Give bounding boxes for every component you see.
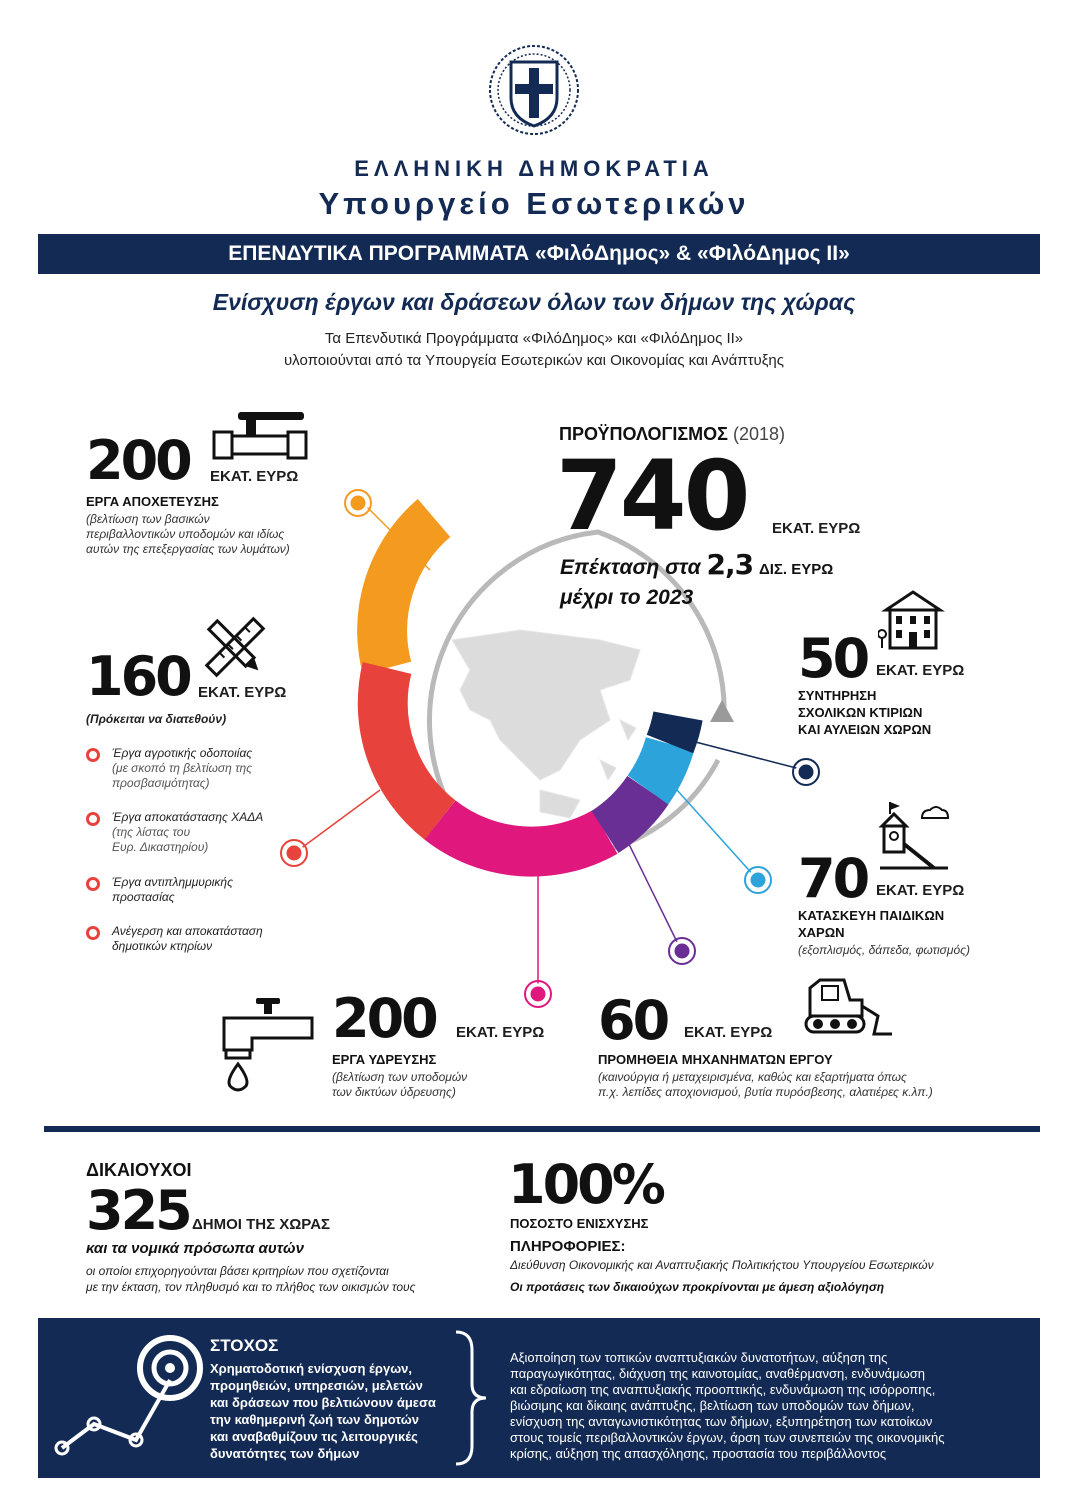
misc-item-2-title: Έργα αποκατάστασης ΧΑΔΑ	[112, 810, 264, 824]
playgrounds-line-1: ΚΑΤΑΣΚΕΥΗ ΠΑΙΔΙΚΩΝ	[798, 908, 945, 923]
programs-banner	[38, 234, 1040, 274]
greek-emblem	[487, 40, 581, 140]
machinery-unit: ΕΚΑΤ. ΕΥΡΩ	[684, 1024, 773, 1041]
misc-item-2-sub2: Ευρ. Δικαστηρίου)	[112, 840, 209, 854]
water-desc-1: (βελτίωση των υποδομών	[332, 1070, 468, 1084]
benefits-line-2: παραγωγικότητας, διάχυση της καινοτομίας, αναθέρμανση, ενδυνάμωση	[510, 1366, 925, 1381]
beneficiaries-desc-1: οι οποίοι επιχορηγούνται βάσει κριτηρίων που σχετίζονται	[86, 1264, 389, 1278]
benefits-line-7: κρίσης, αύξηση της απασχόλησης, προστασία του περιβάλλοντος	[510, 1446, 887, 1461]
sewage-amount: 200	[86, 429, 190, 492]
extension-amount: 2,3	[706, 548, 754, 581]
goal-benefits-text	[510, 1350, 945, 1462]
ring-segment-orange	[382, 518, 434, 668]
water-unit: ΕΚΑΤ. ΕΥΡΩ	[456, 1024, 545, 1041]
goal-line-2: προμηθειών, υπηρεσιών, μελετών	[210, 1378, 423, 1393]
schools-line-2: ΣΧΟΛΙΚΩΝ ΚΤΙΡΙΩΝ	[798, 705, 923, 720]
misc-item-2	[112, 810, 263, 855]
bullet-dot-4	[86, 926, 100, 940]
schools-unit: ΕΚΑΤ. ΕΥΡΩ	[876, 662, 965, 679]
beneficiaries-unit: ΔΗΜΟΙ ΤΗΣ ΧΩΡΑΣ	[192, 1216, 331, 1233]
connector-dot-magenta	[529, 985, 547, 1003]
support-percentage: 100%	[508, 1153, 663, 1216]
misc-note: (Πρόκειται να διατεθούν)	[86, 712, 227, 726]
extension-unit: ΔΙΣ. ΕΥΡΩ	[758, 561, 834, 578]
playground-icon	[878, 798, 950, 877]
sewage-title: ΕΡΓΑ ΑΠΟΧΕΤΕΥΣΗΣ	[86, 494, 219, 509]
playgrounds-line-2: ΧΑΡΩΝ	[798, 925, 845, 940]
sewage-unit: ΕΚΑΤ. ΕΥΡΩ	[210, 468, 299, 485]
misc-item-1	[112, 746, 252, 791]
benefits-line-5: ενίσχυση της ανταγωνιστικότητας των δήμων, εξυπηρέτηση των κατοίκων	[510, 1414, 933, 1429]
intro-line-1: Τα Επενδυτικά Προγράμματα «ΦιλόΔημος» και «ΦιλόΔημος ΙΙ»	[324, 330, 744, 347]
bullet-dot-3	[86, 877, 100, 891]
schools-line-1: ΣΥΝΤΗΡΗΣΗ	[798, 688, 877, 703]
misc-item-1-title: Έργα αγροτικής οδοποιίας	[112, 746, 253, 760]
misc-item-4-sub1: δημοτικών κτηρίων	[112, 939, 213, 953]
water-tap-icon	[216, 994, 320, 1099]
budget-year: (2018)	[733, 424, 786, 444]
ministry-title: Υπουργείο Εσωτερικών	[318, 186, 750, 221]
goal-line-6: δυνατότητες των δήμων	[210, 1446, 360, 1461]
misc-item-4	[112, 924, 263, 954]
goal-line-5: και αναβαθμίζουν τις λειτουργικές	[210, 1429, 418, 1444]
misc-unit: ΕΚΑΤ. ΕΥΡΩ	[198, 684, 287, 701]
curly-brace-icon	[450, 1328, 490, 1468]
misc-item-3	[112, 875, 233, 905]
beneficiaries-sub: και τα νομικά πρόσωπα αυτών	[86, 1240, 304, 1257]
bulldozer-icon	[800, 976, 894, 1045]
budget-amount: 740	[556, 440, 748, 552]
connector-dot-orange	[349, 494, 367, 512]
machinery-desc-2: π.χ. λεπίδες αποχιονισμού, βυτία πυρόσβεσης, αλατιέρες κ.λπ.)	[598, 1085, 933, 1099]
machinery-desc-1: (καινούργια ή μεταχειρισμένα, καθώς και εξαρτήματα όπως	[598, 1070, 907, 1084]
connector-dot-red	[285, 844, 303, 862]
benefits-line-4: βιώσιμης και δίκαιης ανάπτυξης, βελτίωση των υποδομών των δήμων,	[510, 1398, 915, 1413]
budget-unit: ΕΚΑΤ. ΕΥΡΩ	[772, 520, 861, 537]
bullet-dot-2	[86, 812, 100, 826]
ring-segment-lightblue	[648, 744, 670, 790]
bullet-dot-1	[86, 748, 100, 762]
greece-map-icon	[452, 630, 640, 818]
intro-line-2: υλοποιούνται από τα Υπουργεία Εσωτερικών και Οικονομίας και Ανάπτυξης	[283, 352, 785, 369]
misc-item-1-sub1: (με σκοπό τη βελτίωση της	[112, 761, 253, 775]
machinery-title: ΠΡΟΜΗΘΕΙΑ ΜΗΧΑΝΗΜΑΤΩΝ ΕΡΓΟΥ	[598, 1052, 833, 1067]
misc-item-3-sub1: προστασίας	[112, 890, 175, 904]
sewage-desc-3: αυτών της επεξεργασίας των λυμάτων)	[86, 542, 290, 556]
connector-dot-lightblue	[749, 871, 767, 889]
water-desc-2: των δικτύων ύδρευσης)	[332, 1085, 456, 1099]
misc-item-4-title: Ανέγερση και αποκατάσταση	[112, 924, 263, 938]
section-divider	[44, 1126, 1040, 1132]
extension-until: μέχρι το 2023	[560, 586, 694, 609]
sewage-desc-2: περιβαλλοντικών υποδομών και ιδίως	[86, 527, 285, 541]
connector-dot-purple	[673, 942, 691, 960]
schools-line-3: ΚΑΙ ΑΥΛΕΙΩΝ ΧΩΡΩΝ	[798, 722, 932, 737]
support-label: ΠΟΣΟΣΤΟ ΕΝΙΣΧΥΣΗΣ	[510, 1216, 649, 1231]
water-amount: 200	[332, 987, 436, 1050]
target-trend-icon	[52, 1328, 232, 1468]
water-title: ΕΡΓΑ ΥΔΡΕΥΣΗΣ	[332, 1052, 437, 1067]
school-building-icon	[878, 588, 948, 657]
misc-item-3-title: Έργα αντιπλημμυρικής	[112, 875, 233, 889]
sewage-desc-1: (βελτίωση των βασικών	[86, 512, 210, 526]
beneficiaries-label: ΔΙΚΑΙΟΥΧΟΙ	[86, 1160, 192, 1180]
benefits-line-1: Αξιοποίηση των τοπικών αναπτυξιακών δυνατοτήτων, αύξηση της	[510, 1350, 888, 1365]
goal-line-4: την καθημερινή ζωή των δημοτών	[210, 1412, 419, 1427]
playgrounds-unit: ΕΚΑΤ. ΕΥΡΩ	[876, 882, 965, 899]
goal-line-1: Χρηματοδοτική ενίσχυση έργων,	[210, 1361, 413, 1376]
playgrounds-desc: (εξοπλισμός, δάπεδα, φωτισμός)	[798, 943, 970, 957]
extension-prefix: Επέκταση στα	[560, 556, 701, 579]
machinery-amount: 60	[598, 989, 668, 1052]
info-label: ΠΛΗΡΟΦΟΡΙΕΣ:	[510, 1238, 626, 1255]
ring-segment-magenta	[440, 820, 605, 852]
goal-title: ΣΤΟΧΟΣ	[210, 1336, 279, 1355]
playgrounds-amount: 70	[798, 847, 868, 910]
info-text: Διεύθυνση Οικονομικής και Αναπτυξιακής Πολιτικήςτου Υπουργείου Εσωτερικών	[510, 1258, 934, 1272]
budget-label: ΠΡΟΫΠΟΛΟΓΙΣΜΟΣ	[559, 424, 728, 444]
goal-panel	[38, 1318, 1040, 1478]
republic-title: ΕΛΛΗΝΙΚΗ ΔΗΜΟΚΡΑΤΙΑ	[354, 156, 714, 181]
benefits-line-3: και εδραίωση της αναπτυξιακής προοπτικής, ενδυνάμωση της ισόρροπης,	[510, 1382, 936, 1397]
info-note: Οι προτάσεις των δικαιούχων προκρίνονται με άμεση αξιολόγηση	[510, 1280, 885, 1294]
misc-item-2-sub1: (της λίστας του	[112, 825, 191, 839]
misc-item-1-sub2: προσβασιμότητας)	[112, 776, 210, 790]
beneficiaries-amount: 325	[86, 1179, 190, 1242]
misc-amount: 160	[86, 645, 190, 708]
goal-text	[210, 1360, 436, 1462]
ring-segment-purple	[605, 790, 648, 832]
ruler-pencil-icon	[200, 612, 270, 687]
arrow-up-icon	[710, 700, 734, 722]
programs-banner-text: ΕΠΕΝΔΥΤΙΚΑ ΠΡΟΓΡΑΜΜΑΤΑ «ΦιλόΔημος» & «ΦιλόΔημος ΙΙ»	[228, 242, 850, 265]
valve-pipe-icon	[212, 398, 308, 467]
connector-dot-darkblue	[797, 763, 815, 781]
benefits-line-6: στους τομείς περιβαλλοντικών έργων, άρση των συνεπειών της οικονομικής	[510, 1430, 945, 1445]
ring-segment-darkblue	[670, 716, 678, 744]
goal-line-3: και δράσεων που βελτιώνουν άμεσα	[210, 1395, 436, 1410]
budget-extension	[560, 548, 833, 581]
beneficiaries-desc-2: με την έκταση, τον πληθυσμό και το πλήθος των οικισμών τους	[86, 1280, 416, 1294]
page-subtitle: Ενίσχυση έργων και δράσεων όλων των δήμων της χώρας	[212, 289, 856, 315]
schools-amount: 50	[798, 627, 868, 690]
